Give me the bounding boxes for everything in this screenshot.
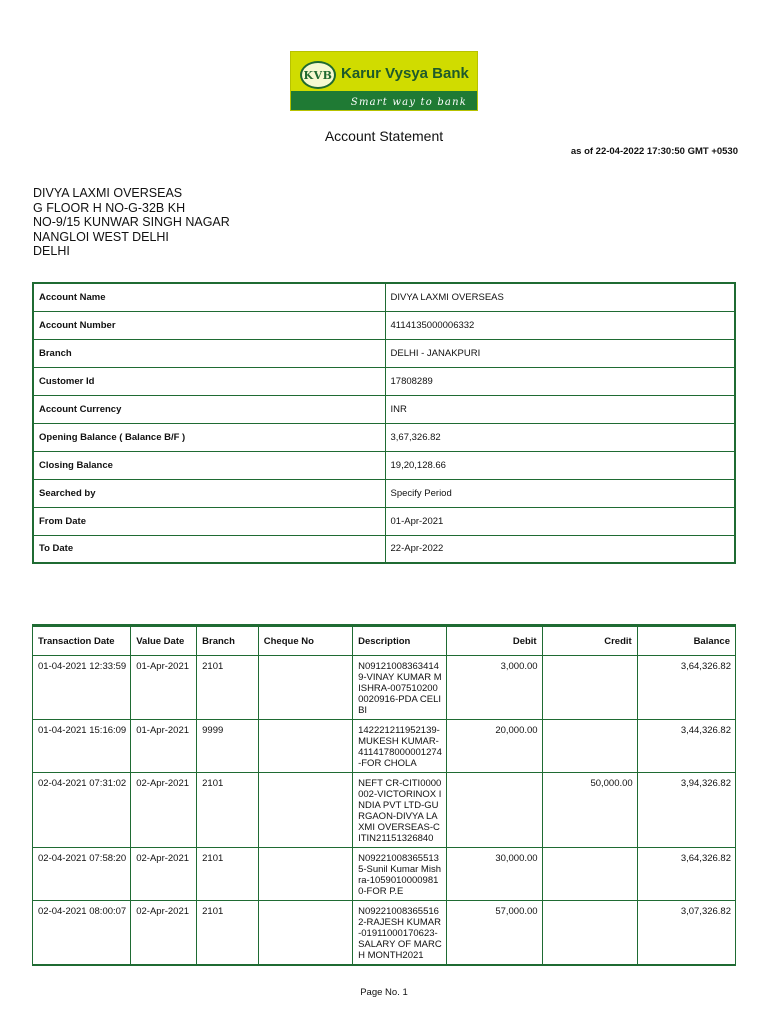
transactions-header-row <box>33 626 736 656</box>
credit-amount <box>542 656 637 720</box>
credit-amount <box>542 720 637 773</box>
cheque-no <box>258 656 352 720</box>
value-date: 02-Apr-2021 <box>131 901 197 966</box>
account-info-label: Searched by <box>33 479 385 507</box>
value-date: 01-Apr-2021 <box>131 720 197 773</box>
account-info-row <box>33 311 735 339</box>
balance-amount: 3,64,326.82 <box>637 848 735 901</box>
account-info-table <box>32 282 736 564</box>
bank-logo <box>290 51 478 111</box>
branch-code: 2101 <box>197 848 259 901</box>
account-info-value: INR <box>385 395 735 423</box>
description: N091210083634149-VINAY KUMAR MISHRA-0075102000020916-PDA CELIBI <box>353 656 447 720</box>
account-info-label: Branch <box>33 339 385 367</box>
address-line: DELHI <box>33 244 70 258</box>
account-info-label: Account Number <box>33 311 385 339</box>
column-header-branch: Branch <box>197 626 259 656</box>
branch-code: 9999 <box>197 720 259 773</box>
cheque-no <box>258 848 352 901</box>
account-info-row <box>33 479 735 507</box>
account-info-row <box>33 395 735 423</box>
address-line: NO-9/15 KUNWAR SINGH NAGAR <box>33 215 230 229</box>
statement-timestamp: as of 22-04-2022 17:30:50 GMT +0530 <box>570 146 738 157</box>
table-row <box>33 720 736 773</box>
account-info-value: 4114135000006332 <box>385 311 735 339</box>
branch-code: 2101 <box>197 901 259 966</box>
column-header-cheque-no: Cheque No <box>258 626 352 656</box>
page-title: Account Statement <box>324 128 444 144</box>
account-info-row <box>33 339 735 367</box>
debit-amount: 20,000.00 <box>447 720 542 773</box>
table-row <box>33 901 736 966</box>
account-info-value: 01-Apr-2021 <box>385 507 735 535</box>
account-info-label: From Date <box>33 507 385 535</box>
credit-amount: 50,000.00 <box>542 773 637 848</box>
account-info-value: Specify Period <box>385 479 735 507</box>
address-line: DIVYA LAXMI OVERSEAS <box>33 186 183 200</box>
branch-code: 2101 <box>197 656 259 720</box>
debit-amount: 30,000.00 <box>447 848 542 901</box>
value-date: 02-Apr-2021 <box>131 773 197 848</box>
table-row <box>33 848 736 901</box>
address-line: NANGLOI WEST DELHI <box>33 229 169 244</box>
bank-emblem-icon: KVB <box>300 61 336 89</box>
account-info-row <box>33 507 735 535</box>
column-header-transaction-date: Transaction Date <box>33 626 131 656</box>
value-date: 01-Apr-2021 <box>131 656 197 720</box>
description: N092210083655135-Sunil Kumar Mishra-10590100009810-FOR P.E <box>353 848 447 901</box>
table-row <box>33 773 736 848</box>
account-info-label: To Date <box>33 535 385 563</box>
account-info-value: 17808289 <box>385 367 735 395</box>
value-date: 02-Apr-2021 <box>131 848 197 901</box>
transaction-date: 01-04-2021 12:33:59 <box>33 656 131 720</box>
credit-amount <box>542 848 637 901</box>
column-header-value-date: Value Date <box>131 626 197 656</box>
table-row <box>33 656 736 720</box>
column-header-debit: Debit <box>447 626 542 656</box>
column-header-balance: Balance <box>637 626 735 656</box>
transaction-date: 02-04-2021 07:58:20 <box>33 848 131 901</box>
balance-amount: 3,07,326.82 <box>637 901 735 966</box>
debit-amount: 3,000.00 <box>447 656 542 720</box>
account-info-value: 22-Apr-2022 <box>385 535 735 563</box>
cheque-no <box>258 901 352 966</box>
address-line: G FLOOR H NO-G-32B KH <box>33 200 186 215</box>
account-info-value: DELHI - JANAKPURI <box>385 339 735 367</box>
balance-amount: 3,64,326.82 <box>637 656 735 720</box>
page-number: Page No. 1 <box>360 987 408 998</box>
column-header-description: Description <box>353 626 447 656</box>
bank-tagline: Smart way to bank <box>350 97 467 108</box>
account-info-row <box>33 451 735 479</box>
account-info-row <box>33 423 735 451</box>
account-info-label: Closing Balance <box>33 451 385 479</box>
cheque-no <box>258 720 352 773</box>
account-info-value: DIVYA LAXMI OVERSEAS <box>385 283 735 311</box>
bank-name: Karur Vysya Bank <box>341 65 469 82</box>
account-info-row <box>33 283 735 311</box>
customer-address <box>33 186 230 259</box>
account-info-row <box>33 535 735 563</box>
account-info-label: Account Name <box>33 283 385 311</box>
account-info-label: Customer Id <box>33 367 385 395</box>
account-info-label: Opening Balance ( Balance B/F ) <box>33 423 385 451</box>
account-info-label: Account Currency <box>33 395 385 423</box>
description: NEFT CR-CITI0000002-VICTORINOX INDIA PVT LTD-GURGAON-DIVYA LAXMI OVERSEAS-CITIN21151326840 <box>353 773 447 848</box>
account-info-value: 3,67,326.82 <box>385 423 735 451</box>
transaction-date: 01-04-2021 15:16:09 <box>33 720 131 773</box>
description: 142221211952139-MUKESH KUMAR-4114178000001274-FOR CHOLA <box>353 720 447 773</box>
transactions-table <box>32 624 736 966</box>
balance-amount: 3,44,326.82 <box>637 720 735 773</box>
transaction-date: 02-04-2021 08:00:07 <box>33 901 131 966</box>
account-info-row <box>33 367 735 395</box>
debit-amount: 57,000.00 <box>447 901 542 966</box>
transaction-date: 02-04-2021 07:31:02 <box>33 773 131 848</box>
column-header-credit: Credit <box>542 626 637 656</box>
cheque-no <box>258 773 352 848</box>
branch-code: 2101 <box>197 773 259 848</box>
credit-amount <box>542 901 637 966</box>
balance-amount: 3,94,326.82 <box>637 773 735 848</box>
debit-amount <box>447 773 542 848</box>
account-info-value: 19,20,128.66 <box>385 451 735 479</box>
description: N092210083655162-RAJESH KUMAR-01911000170623-SALARY OF MARCH MONTH2021 <box>353 901 447 966</box>
